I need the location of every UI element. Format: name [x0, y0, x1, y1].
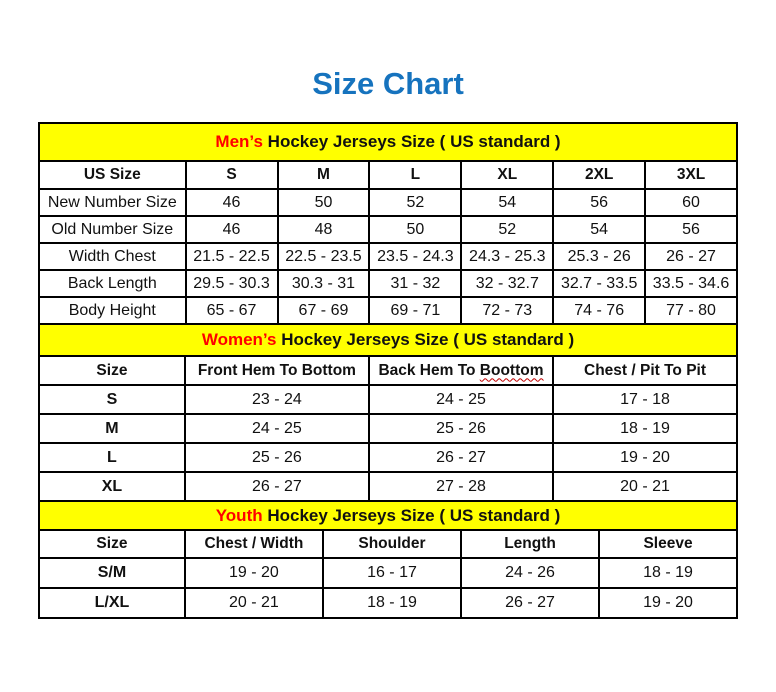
cell-value: 77 - 80: [645, 297, 737, 324]
table-row: [39, 414, 737, 443]
row-label: Body Height: [39, 297, 186, 324]
cell-value: 46: [186, 216, 278, 243]
row-label: XL: [39, 472, 185, 501]
table-row: [39, 270, 737, 297]
row-label: Old Number Size: [39, 216, 186, 243]
cell-value: 50: [278, 189, 370, 216]
column-header: Sleeve: [599, 530, 737, 558]
cell-value: 22.5 - 23.5: [278, 243, 370, 270]
column-header: Chest / Width: [185, 530, 323, 558]
cell-value: 56: [645, 216, 737, 243]
column-header: [369, 356, 553, 385]
cell-value: 18 - 19: [323, 588, 461, 618]
cell-value: 50: [369, 216, 461, 243]
column-header: M: [278, 161, 370, 189]
table-row: [39, 385, 737, 414]
youth-section-title-rest: Hockey Jerseys Size ( US standard ): [262, 505, 561, 525]
youth-section-header: [39, 501, 737, 530]
cell-value: 26 - 27: [461, 588, 599, 618]
womens-section-title-rest: Hockey Jerseys Size ( US standard ): [276, 330, 575, 349]
cell-value: 52: [461, 216, 553, 243]
cell-value: 17 - 18: [553, 385, 737, 414]
cell-value: 48: [278, 216, 370, 243]
row-label: New Number Size: [39, 189, 186, 216]
mens-column-header-row: [39, 161, 737, 189]
column-header-text: Back Hem To: [378, 361, 480, 379]
cell-value: 25 - 26: [369, 414, 553, 443]
cell-value: 74 - 76: [553, 297, 645, 324]
column-header: Size: [39, 530, 185, 558]
cell-value: 56: [553, 189, 645, 216]
row-label: Width Chest: [39, 243, 186, 270]
womens-size-table: [38, 323, 738, 502]
table-row: [39, 189, 737, 216]
cell-value: 31 - 32: [369, 270, 461, 297]
cell-value: 33.5 - 34.6: [645, 270, 737, 297]
table-row: [39, 216, 737, 243]
youth-column-header-row: [39, 530, 737, 558]
column-header: Front Hem To Bottom: [185, 356, 369, 385]
cell-value: 26 - 27: [185, 472, 369, 501]
cell-value: 30.3 - 31: [278, 270, 370, 297]
column-header: US Size: [39, 161, 186, 189]
table-row: [39, 558, 737, 588]
cell-value: 20 - 21: [185, 588, 323, 618]
cell-value: 20 - 21: [553, 472, 737, 501]
cell-value: 27 - 28: [369, 472, 553, 501]
cell-value: 23.5 - 24.3: [369, 243, 461, 270]
cell-value: 26 - 27: [369, 443, 553, 472]
cell-value: 72 - 73: [461, 297, 553, 324]
womens-section-accent: Women’s: [201, 330, 277, 349]
cell-value: 23 - 24: [185, 385, 369, 414]
cell-value: 25 - 26: [185, 443, 369, 472]
cell-value: 29.5 - 30.3: [186, 270, 278, 297]
column-header: Shoulder: [323, 530, 461, 558]
mens-section-title-rest: Hockey Jerseys Size ( US standard ): [262, 132, 561, 151]
row-label: Back Length: [39, 270, 186, 297]
row-label: L: [39, 443, 185, 472]
cell-value: 18 - 19: [553, 414, 737, 443]
youth-section-accent: Youth: [215, 505, 263, 525]
womens-column-header-row: [39, 356, 737, 385]
cell-value: 24 - 25: [369, 385, 553, 414]
row-label: S: [39, 385, 185, 414]
page-title: Size Chart: [312, 66, 464, 101]
table-row: [39, 588, 737, 618]
cell-value: 24 - 26: [461, 558, 599, 588]
mens-section-header: [39, 123, 737, 161]
column-header: XL: [461, 161, 553, 189]
row-label: M: [39, 414, 185, 443]
column-header: Size: [39, 356, 185, 385]
cell-value: 19 - 20: [185, 558, 323, 588]
youth-size-table: [38, 500, 738, 619]
cell-value: 21.5 - 22.5: [186, 243, 278, 270]
column-header: 3XL: [645, 161, 737, 189]
size-tables-container: [38, 122, 738, 619]
cell-value: 32.7 - 33.5: [553, 270, 645, 297]
cell-value: 24 - 25: [185, 414, 369, 443]
cell-value: 60: [645, 189, 737, 216]
cell-value: 16 - 17: [323, 558, 461, 588]
cell-value: 19 - 20: [553, 443, 737, 472]
misspelled-word: Boottom: [479, 361, 544, 379]
cell-value: 54: [461, 189, 553, 216]
womens-section-header: [39, 324, 737, 356]
column-header: S: [186, 161, 278, 189]
cell-value: 46: [186, 189, 278, 216]
cell-value: 25.3 - 26: [553, 243, 645, 270]
cell-value: 69 - 71: [369, 297, 461, 324]
cell-value: 24.3 - 25.3: [461, 243, 553, 270]
row-label: L/XL: [39, 588, 185, 618]
table-row: [39, 297, 737, 324]
column-header: L: [369, 161, 461, 189]
cell-value: 32 - 32.7: [461, 270, 553, 297]
table-row: [39, 243, 737, 270]
cell-value: 67 - 69: [278, 297, 370, 324]
column-header: 2XL: [553, 161, 645, 189]
cell-value: 18 - 19: [599, 558, 737, 588]
mens-size-table: [38, 122, 738, 325]
column-header: Length: [461, 530, 599, 558]
cell-value: 54: [553, 216, 645, 243]
cell-value: 52: [369, 189, 461, 216]
table-row: [39, 443, 737, 472]
row-label: S/M: [39, 558, 185, 588]
cell-value: 26 - 27: [645, 243, 737, 270]
table-row: [39, 472, 737, 501]
mens-section-accent: Men’s: [215, 132, 263, 151]
cell-value: 65 - 67: [186, 297, 278, 324]
column-header: Chest / Pit To Pit: [553, 356, 737, 385]
cell-value: 19 - 20: [599, 588, 737, 618]
